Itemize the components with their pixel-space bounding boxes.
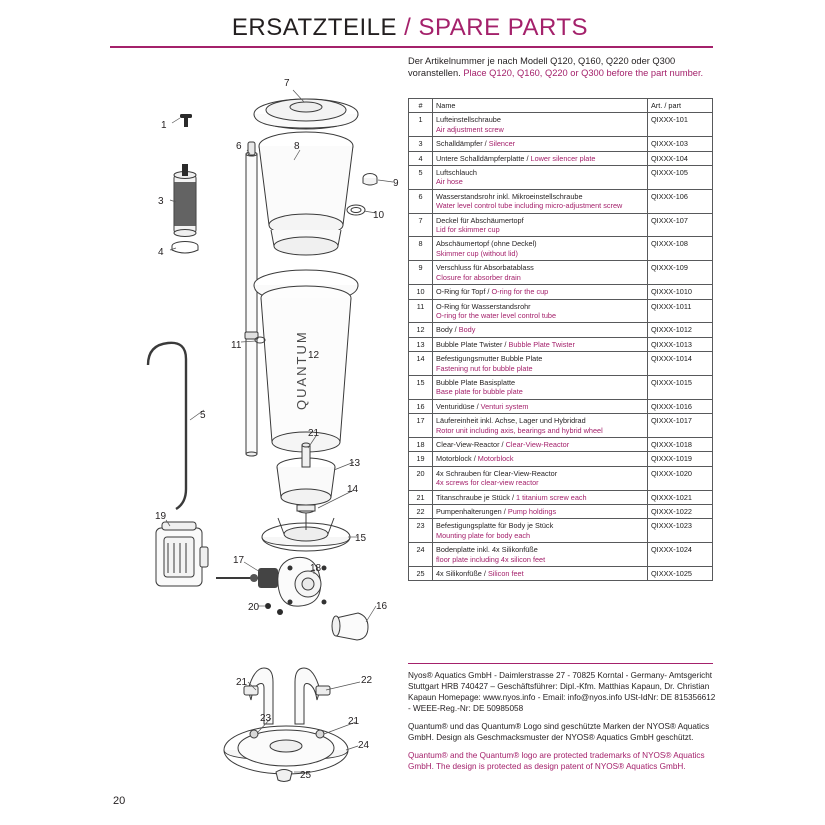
table-row [409,505,713,519]
part-name-separator: / [499,439,506,449]
intro-text-de: Der Artikelnummer je nach Modell Q120, Q160, Q220 oder Q300 voranstellen. [408,56,676,79]
table-header-row [409,99,713,113]
cell-article-number: QIXXX-1016 [648,399,713,413]
table-row [409,437,713,451]
header-divider [110,46,713,48]
callout-number-10: 10 [373,210,385,221]
cell-part-number: 12 [409,323,433,337]
part-name-en: Venturi system [480,401,529,411]
footer-legal [408,670,718,772]
parts-table [408,98,713,581]
cell-article-number: QIXXX-1013 [648,337,713,351]
part-skimmer-cup-lid [254,99,358,129]
callout-number-17: 17 [233,555,245,566]
callout-number-16: 16 [376,601,388,612]
cell-article-number: QIXXX-1021 [648,490,713,504]
part-name-de: Befestigungsmutter Bubble Plate [436,354,543,364]
callout-number-15: 15 [355,533,367,544]
table-row [409,323,713,337]
part-name-en: Silicon feet [487,569,524,579]
cell-part-name [433,237,648,261]
part-name-de: O-Ring für Wasserstandsrohr [436,301,531,311]
cell-part-number: 15 [409,375,433,399]
part-motorblock [156,522,208,586]
cell-article-number: QIXXX-101 [648,113,713,137]
part-name-de: Läufereinheit inkl. Achse, Lager und Hybridrad [436,416,586,426]
cell-part-name [433,337,648,351]
table-row [409,352,713,376]
cell-part-number: 23 [409,519,433,543]
callout-number-24: 24 [358,740,370,751]
cell-part-number: 19 [409,452,433,466]
table-row [409,519,713,543]
cell-part-number: 5 [409,166,433,190]
cell-article-number: QIXXX-1022 [648,505,713,519]
callout-number-21: 21 [308,428,320,439]
part-name-separator: / [509,492,517,502]
part-name-separator: / [524,153,531,163]
part-name-de: Clear-View-Reactor [436,439,500,449]
part-name-separator: / [452,325,459,335]
callout-number-14: 14 [347,484,359,495]
part-name-en: floor plate including 4x silicon feet [436,554,546,564]
cell-article-number: QIXXX-109 [648,261,713,285]
intro-text-en: Place Q120, Q160, Q220 or Q300 before the part number. [463,68,704,79]
table-row [409,543,713,567]
cell-article-number: QIXXX-105 [648,166,713,190]
table-row [409,151,713,165]
table-row [409,466,713,490]
part-name-en: Rotor unit including axis, bearings and hybrid wheel [436,425,603,435]
cell-part-name [433,519,648,543]
part-absorber-drain-closure [363,174,377,186]
cell-part-number: 10 [409,285,433,299]
cell-part-name [433,490,648,504]
cell-article-number: QIXXX-107 [648,213,713,237]
part-name-en: Water level control tube including micro-adjustment screw [436,201,623,211]
part-name-separator: / [501,507,508,516]
part-name-de: Luftschlauch [436,168,477,178]
table-row [409,213,713,237]
page-title [110,14,710,42]
part-name-separator: / [502,339,509,349]
table-row [409,237,713,261]
part-floor-plate [224,726,348,782]
cell-part-name [433,567,648,581]
part-name-de: Pumpenhalterungen [436,507,502,516]
part-name-de: O-Ring für Topf [436,287,486,297]
part-name-en: O-ring for the cup [491,287,549,297]
callout-number-22: 22 [361,675,373,686]
footer-divider [408,663,713,664]
part-name-en: 1 titanium screw each [516,492,587,502]
part-pump-holdings [244,668,330,724]
part-name-de: Abschäumertopf (ohne Deckel) [436,239,537,249]
callout-number-4: 4 [158,247,164,258]
cell-part-number: 17 [409,414,433,438]
part-name-de: Bubble Plate Basisplatte [436,377,516,387]
part-name-separator: / [482,139,489,149]
cell-part-number: 9 [409,261,433,285]
part-name-en: Base plate for bubble plate [436,387,523,397]
brand-wordmark: QUANTUM [294,330,309,410]
part-name-de: Deckel für Abschäumertopf [436,215,524,225]
part-name-en: Air hose [436,177,463,187]
page-title-de: ERSATZTEILE [231,14,397,41]
cell-part-number: 4 [409,151,433,165]
callout-number-8: 8 [294,141,300,152]
column-header-name: Name [433,99,648,113]
cell-part-number: 7 [409,213,433,237]
cell-part-number: 1 [409,113,433,137]
cell-part-name [433,375,648,399]
table-row [409,166,713,190]
part-name-en: Lower silencer plate [530,153,596,163]
part-name-en: Skimmer cup (without lid) [436,248,518,258]
exploded-view-illustration [108,50,408,790]
table-row [409,452,713,466]
column-header-number: # [409,99,433,113]
cell-part-name [433,466,648,490]
table-row [409,113,713,137]
part-name-de: Titanschraube je Stück [436,492,510,502]
part-name-en: Silencer [488,139,516,149]
part-name-de: 4x Schrauben für Clear-View-Reactor [436,468,558,478]
part-name-de: Bodenplatte inkl. 4x Silikonfüße [436,545,538,555]
part-name-en: Closure for absorber drain [436,272,521,282]
cell-article-number: QIXXX-1012 [648,323,713,337]
part-name-de: Befestigungsplatte für Body je Stück [436,521,554,531]
cell-article-number: QIXXX-1019 [648,452,713,466]
cell-part-name [433,352,648,376]
part-name-separator: / [474,401,481,411]
footer-trademark-en: Quantum® and the Quantum® logo are protected trademarks of NYOS® Aquatics GmbH. The design is protected as design patent of NYOS® Aquatics GmbH. [408,751,705,771]
cell-article-number: QIXXX-1011 [648,299,713,323]
table-row [409,261,713,285]
cell-part-name [433,113,648,137]
table-row [409,189,713,213]
part-name-de: Venturidüse [436,401,475,411]
part-name-separator: / [481,569,488,579]
cell-part-name [433,213,648,237]
part-name-de: Lufteinstellschraube [436,115,501,125]
callout-number-21: 21 [348,716,360,727]
table-row [409,299,713,323]
cell-article-number: QIXXX-104 [648,151,713,165]
callout-number-25: 25 [300,770,312,781]
part-bubble-plate-base [262,513,350,551]
callout-number-7: 7 [284,78,290,89]
part-silencer [172,164,198,253]
part-bubble-plate-twister [277,443,335,513]
cell-part-number: 14 [409,352,433,376]
part-name-en: Bubble Plate Twister [508,339,575,349]
cell-part-name [433,399,648,413]
part-name-en: Air adjustment screw [436,124,504,134]
cell-article-number: QIXXX-1020 [648,466,713,490]
table-row [409,337,713,351]
cell-article-number: QIXXX-108 [648,237,713,261]
cell-part-number: 21 [409,490,433,504]
cell-part-name [433,299,648,323]
cell-part-number: 16 [409,399,433,413]
part-skimmer-cup [259,132,353,255]
cell-article-number: QIXXX-1025 [648,567,713,581]
cell-article-number: QIXXX-1018 [648,437,713,451]
cell-article-number: QIXXX-1015 [648,375,713,399]
callout-number-12: 12 [308,350,320,361]
part-name-en: Clear-View-Reactor [505,439,570,449]
cell-article-number: QIXXX-1024 [648,543,713,567]
table-row [409,567,713,581]
cell-part-number: 11 [409,299,433,323]
table-row [409,414,713,438]
cell-part-name [433,414,648,438]
part-cup-oring [347,205,365,215]
cell-part-name [433,137,648,151]
callout-number-5: 5 [200,410,206,421]
part-air-hose [148,343,186,509]
part-name-de: Bubble Plate Twister [436,339,503,349]
cell-part-number: 24 [409,543,433,567]
part-name-en: Mounting plate for body each [436,530,531,540]
part-name-en: Lid for skimmer cup [436,225,500,235]
part-name-separator: / [471,454,478,464]
callout-number-3: 3 [158,196,164,207]
cell-part-name [433,189,648,213]
callout-number-11: 11 [231,340,242,351]
part-name-de: Schalldämpfer [436,139,483,149]
table-row [409,137,713,151]
cell-part-number: 25 [409,567,433,581]
part-air-adjustment-screw [180,114,192,127]
cell-part-name [433,505,648,519]
part-name-en: Body [458,325,476,335]
table-row [409,375,713,399]
cell-part-name [433,543,648,567]
part-name-en: Fastening nut for bubble plate [436,363,533,373]
callout-number-9: 9 [393,178,399,189]
table-row [409,399,713,413]
cell-part-name [433,151,648,165]
cell-part-number: 13 [409,337,433,351]
table-row [409,490,713,504]
callout-number-20: 20 [248,602,260,613]
part-name-en: Pump holdings [507,507,557,516]
cell-part-number: 22 [409,505,433,519]
cell-article-number: QIXXX-1023 [648,519,713,543]
callout-number-19: 19 [155,511,167,522]
callout-number-18: 18 [310,563,322,574]
cell-part-number: 20 [409,466,433,490]
cell-part-name [433,452,648,466]
part-name-de: 4x Silikonfüße [436,569,482,579]
cell-article-number: QIXXX-1014 [648,352,713,376]
cell-part-name [433,261,648,285]
intro-text [408,55,713,79]
cell-article-number: QIXXX-1017 [648,414,713,438]
footer-trademark-de: Quantum® und das Quantum® Logo sind geschützte Marken der NYOS® Aquatics GmbH. Design als Geschmacksmuster der NYOS® Aquatics GmbH geschützt. [408,722,710,742]
page-title-separator: / [404,14,412,41]
part-name-en: O-ring for the water level control tube [436,310,557,320]
page-title-en: SPARE PARTS [418,14,589,41]
cell-part-name [433,285,648,299]
part-name-de: Body [436,325,453,335]
cell-part-number: 8 [409,237,433,261]
part-water-level-control-tube [245,142,258,456]
part-venturi-system [332,613,368,640]
part-name-en: Motorblock [477,454,514,464]
callout-number-13: 13 [349,458,361,469]
part-name-de: Untere Schalldämpferplatte [436,153,525,163]
footer-address: Nyos® Aquatics GmbH - Daimlerstrasse 27 - 70825 Korntal - Germany- Amtsgericht Stuttgart HRB 740427 – Geschäftsführer: Dipl.-Kfm. Matthias Kapaun, Dr. Christian Kapaun Homepage: www.nyos.info - Email: info@nyos.info USt-IdNr: DE 815356612 - WEEE-Reg.-Nr: DE 50985058 [408,671,716,713]
callout-number-1: 1 [161,120,167,131]
callout-number-21: 21 [236,677,248,688]
part-name-de: Wasserstandsrohr inkl. Mikroeinstellschraube [436,191,583,201]
cell-part-number: 18 [409,437,433,451]
page-number: 20 [113,795,126,807]
table-row [409,285,713,299]
callout-number-6: 6 [236,141,242,152]
part-name-en: 4x screws for clear-view reactor [436,478,539,488]
callout-number-23: 23 [260,713,272,724]
cell-part-name [433,323,648,337]
part-name-de: Motorblock [436,454,472,464]
cell-part-number: 6 [409,189,433,213]
cell-part-name [433,437,648,451]
part-name-separator: / [485,287,492,297]
cell-article-number: QIXXX-103 [648,137,713,151]
cell-article-number: QIXXX-1010 [648,285,713,299]
cell-article-number: QIXXX-106 [648,189,713,213]
part-name-de: Verschluss für Absorbatablass [436,263,534,273]
cell-part-name [433,166,648,190]
cell-part-number: 3 [409,137,433,151]
column-header-art: Art. / part [648,99,713,113]
